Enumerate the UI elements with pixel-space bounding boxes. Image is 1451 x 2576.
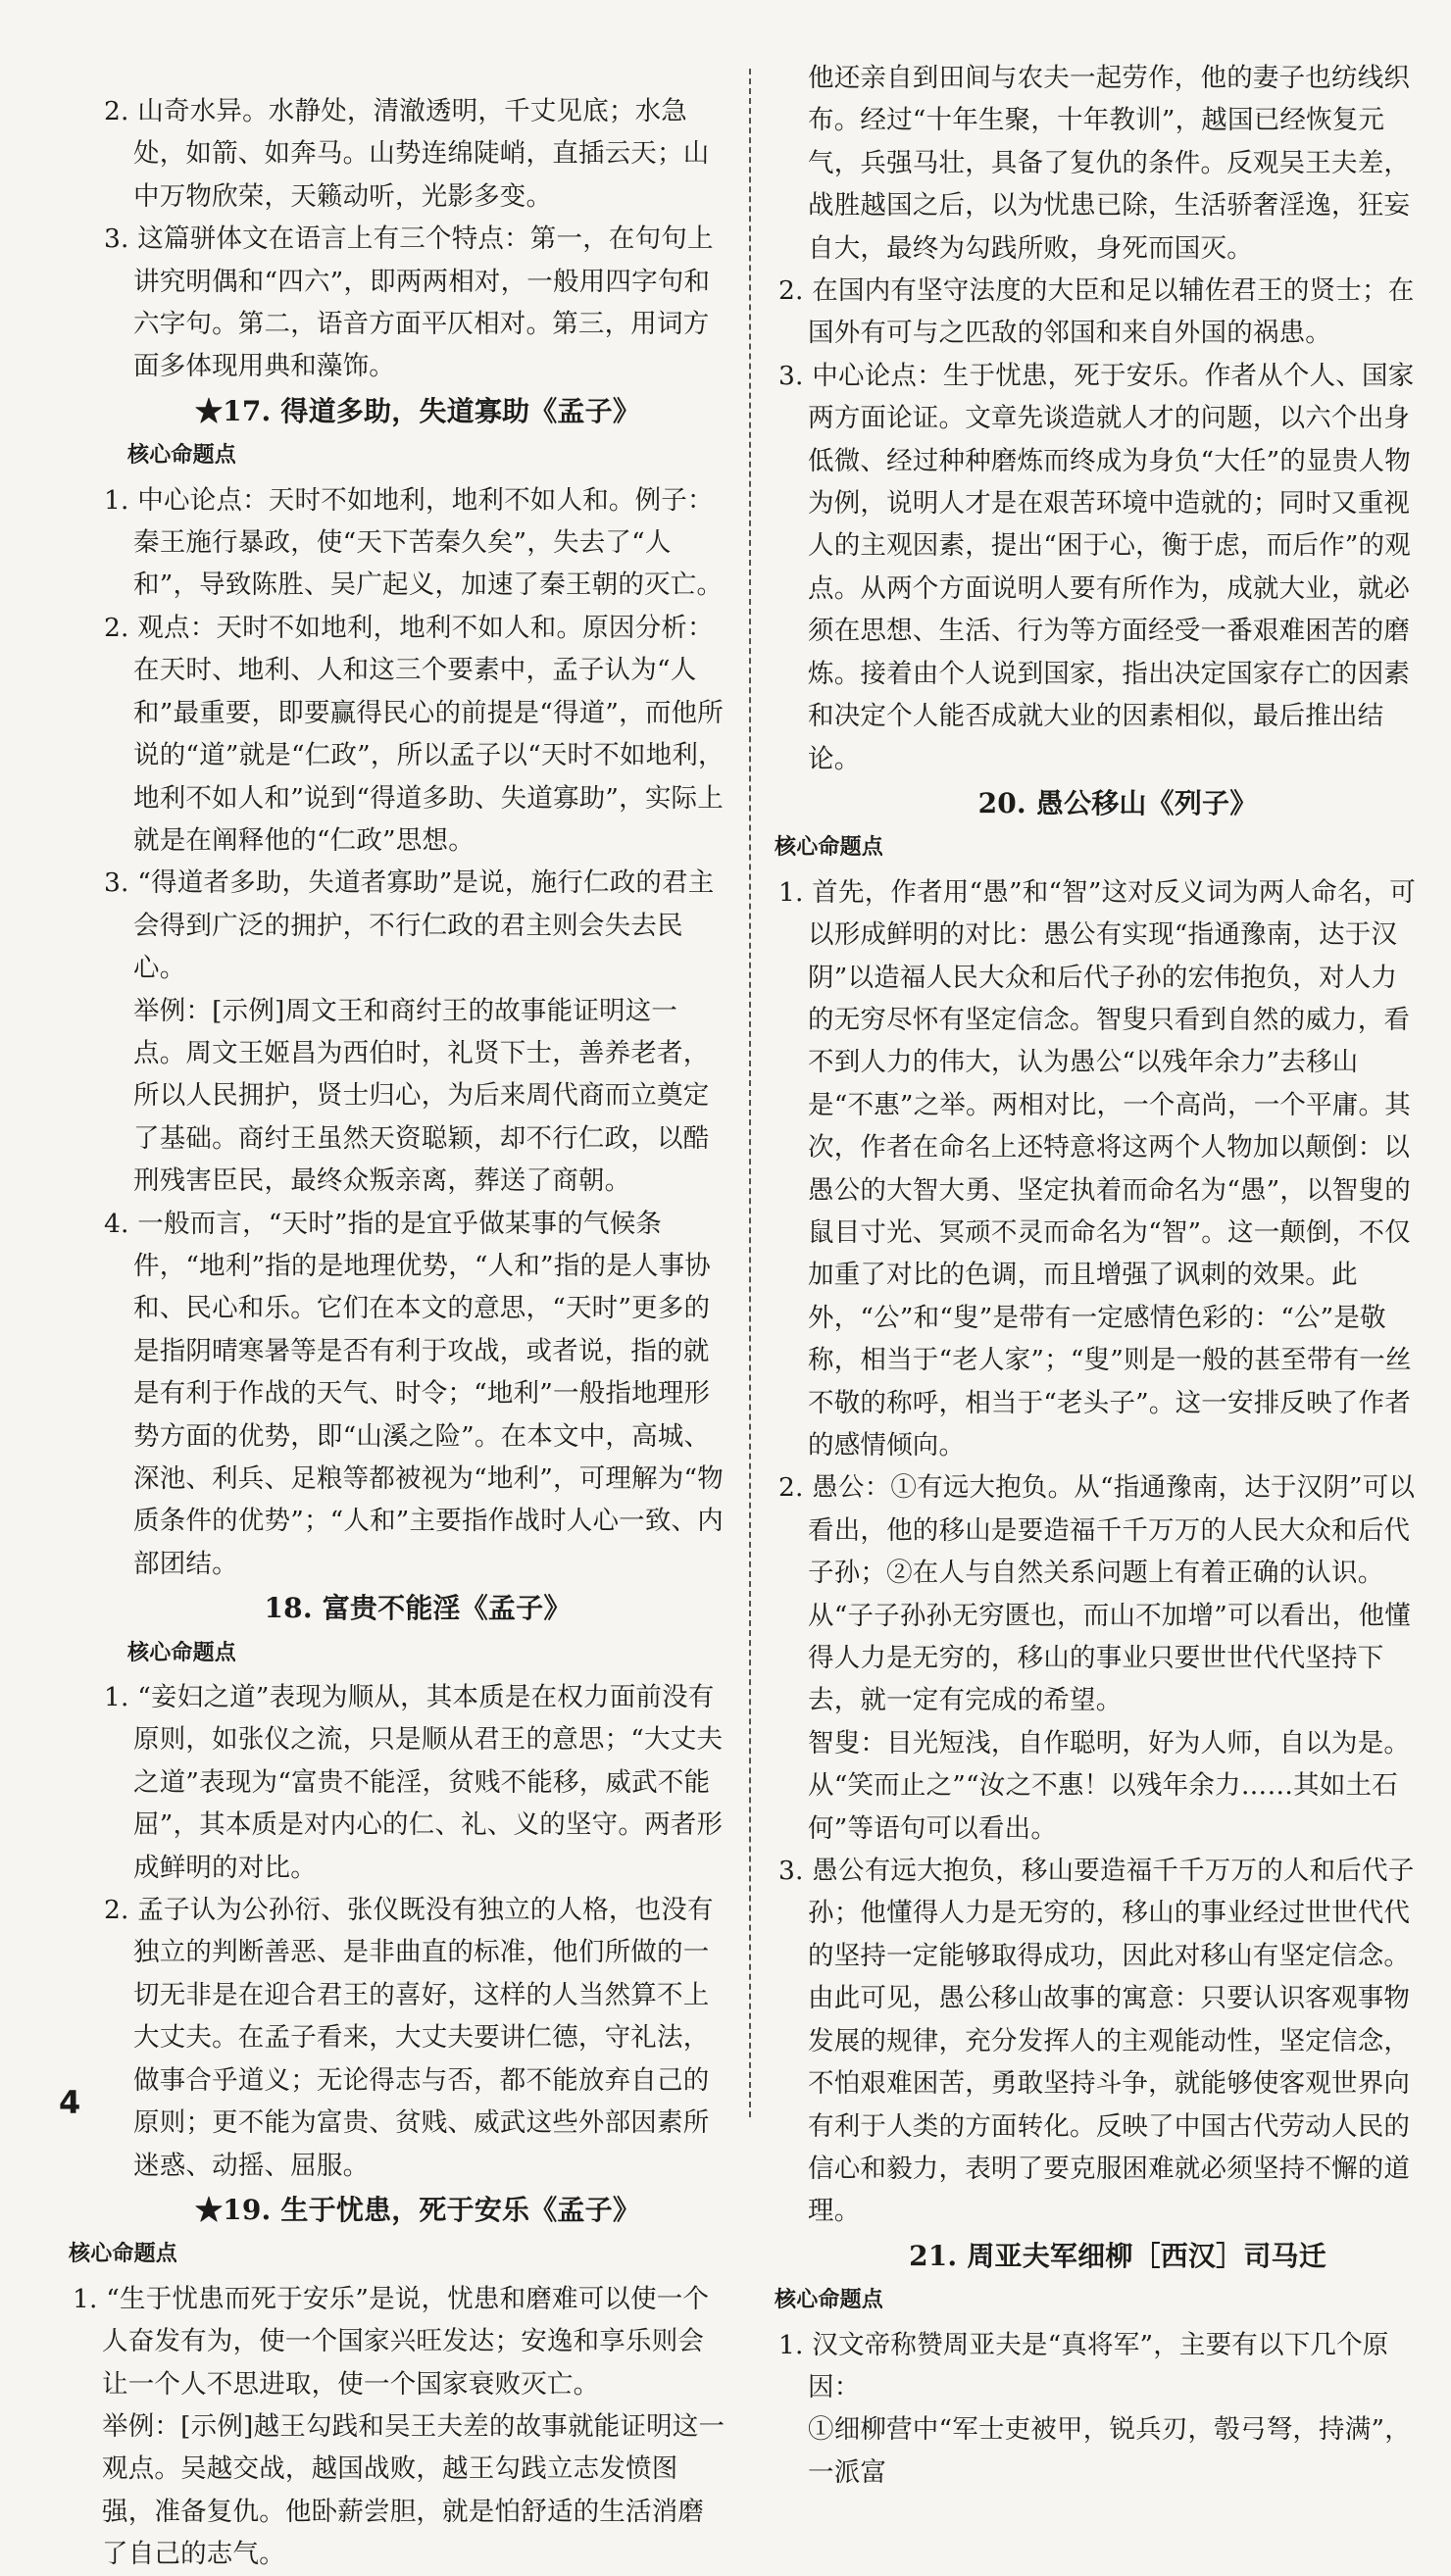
list-item: 1. “妾妇之道”表现为顺从，其本质是在权力面前没有原则，如张仪之流，只是顺从君王的意思；“大丈夫之道”表现为“富贵不能淫，贫贱不能移，威武不能屈”，其本质是对内心的仁、礼、义的坚守。两者形成鲜明的对比。: [104, 1682, 724, 1883]
right-column: [775, 57, 1422, 2494]
example-paragraph: 举例：[示例]越王勾践和吴王夫差的故事就能证明这一观点。吴越交战，越国战败，越王勾践立志发愤图强，准备复仇。他卧薪尝胆，就是怕舒适的生活消磨了自己的志气。: [102, 2410, 726, 2570]
list-item: 3. 中心论点：生于忧患，死于安乐。作者从个人、国家两方面论证。文章先谈造就人才的问题，以六个出身低微、经过种种磨炼而终成为身负“大任”的显贵人物为例，说明人才是在艰苦环境中造就的；同时又重视人的主观因素，提出“困于心，衡于虑，而后作”的观点。从两个方面说明人要有所作为，成就大业，就必须在思想、生活、行为等方面经受一番艰难困苦的磨炼。接着由个人说到国家，指出决定国家存亡的因素和决定个人能否成就大业的因素相似，最后推出结论。: [778, 360, 1415, 774]
list-item: 1. 首先，作者用“愚”和“智”这对反义词为两人命名，可以形成鲜明的对比：愚公有实现“指通豫南，达于汉阴”以造福人民大众和后代子孙的宏伟抱负，对人力的无穷尽怀有坚定信念。智叟只看到自然的威力，看不到人力的伟大，认为愚公“以残年余力”去移山是“不惠”之举。两相对比，一个高尚，一个平庸。其次，作者在命名上还特意将这两个人物加以颠倒：以愚公的大智大勇、坚定执着而命名为“愚”，以智叟的鼠目寸光、冥顽不灵而命名为“智”。这一颠倒，不仅加重了对比的色调，而且增强了讽刺的效果。此外，“公”和“叟”是带有一定感情色彩的：“公”是敬称，相当于“老人家”；“叟”则是一般的甚至带有一丝不敬的称呼，相当于“老头子”。这一安排反映了作者的感情倾向。: [778, 876, 1416, 1461]
section-subhead: 核心命题点: [127, 1640, 237, 1665]
left-column: [69, 90, 727, 2576]
list-item: 1. 中心论点：天时不如地利，地利不如人和。例子：秦王施行暴政，使“天下苦秦久矣”，失去了“人和”，导致陈胜、吴广起义，加速了秦王朝的灭亡。: [104, 484, 724, 601]
section-subhead: 核心命题点: [127, 443, 237, 469]
example-paragraph: 举例：[示例]周文王和商纣王的故事能证明这一点。周文王姬昌为西伯时，礼贤下士，善养老者，所以人民拥护，贤士归心，为后来周代商而立奠定了基础。商纣王虽然天资聪颖，却不行仁政，以酷刑残害臣民，最终众叛亲离，葬送了商朝。: [133, 995, 710, 1197]
list-item: 2. 愚公：①有远大抱负。从“指通豫南，达于汉阴”可以看出，他的移山是要造福千千万万的人民大众和后代子孙；②在人与自然关系问题上有着正确的认识。从“子子孙孙无穷匮也，而山不加增”可以看出，他懂得人力是无穷的，移山的事业只要世世代代坚持下去，就一定有完成的希望。: [778, 1472, 1416, 1716]
list-item: 2. 在国内有坚守法度的大臣和足以辅佐君王的贤士；在国外有可与之匹敌的邻国和来自外国的祸患。: [778, 275, 1415, 349]
section-title-21: 21. 周亚夫军细柳［西汉］司马迁: [909, 2239, 1326, 2272]
section-title-20: 20. 愚公移山《列子》: [977, 786, 1258, 819]
section-subhead: 核心命题点: [775, 835, 884, 861]
list-item: 2. 孟子认为公孙衍、张仪既没有独立的人格，也没有独立的判断善恶、是非曲直的标准，他们所做的一切无非是在迎合君王的喜好，这样的人当然算不上大丈夫。在孟子看来，大丈夫要讲仁德，守礼法，做事合乎道义；无论得志与否，都不能放弃自己的原则；更不能为富贵、贫贱、威武这些外部因素所迷惑、动摇、屈服。: [104, 1895, 714, 2181]
section-subhead: 核心命题点: [69, 2242, 178, 2267]
column-divider: [749, 69, 751, 2117]
character-paragraph: 智叟：目光短浅，自作聪明，好为人师，自以为是。从“笑而止之”“汝之不惠！以残年余力……其如土石何”等语句可以看出。: [808, 1727, 1411, 1844]
list-item: 3. 愚公有远大抱负，移山要造福千千万万的人和后代子孙；他懂得人力是无穷的，移山的事业经过世世代代的坚持一定能够取得成功，因此对移山有坚定信念。由此可见，愚公移山故事的寓意：只要认识客观事物发展的规律，充分发挥人的主观能动性，坚定信念，不怕艰难困苦，勇敢坚持斗争，就能够使客观世界向有利于人类的方面转化。反映了中国古代劳动人民的信心和毅力，表明了要克服困难就必须坚持不懈的道理。: [778, 1856, 1415, 2227]
section-title-18: 18. 富贵不能淫《孟子》: [264, 1592, 572, 1625]
page-number: 4: [59, 2084, 81, 2121]
list-item: 3. 这篇骈体文在语言上有三个特点：第一，在句句上讲究明偶和“四六”，即两两相对，一般用四字句和六字句。第二，语音方面平仄相对。第三，用词方面多体现用典和藻饰。: [104, 223, 714, 382]
section-subhead: 核心命题点: [775, 2288, 884, 2313]
list-item: 2. 山奇水异。水静处，清澈透明，千丈见底；水急处，如箭、如奔马。山势连绵陡峭，直插云天；山中万物欣荣，天籁动听，光影多变。: [104, 96, 710, 212]
section-title-17: ★17. 得道多助，失道寡助《孟子》: [194, 394, 641, 427]
list-item: 4. 一般而言，“天时”指的是宜乎做某事的气候条件，“地利”指的是地理优势，“人和”指的是人事协和、民心和乐。它们在本文的意思，“天时”更多的是指阴晴寒暑等是否有利于攻战，或者说，指的就是有利于作战的天气、时令；“地利”一般指地理形势方面的优势，即“山溪之险”。在本文中，高城、深池、利兵、足粮等都被视为“地利”，可理解为“物质条件的优势”；“人和”主要指作战时人心一致、内部团结。: [104, 1208, 724, 1579]
list-item: 1. 汉文帝称赞周亚夫是“真将军”，主要有以下几个原因：: [778, 2329, 1389, 2403]
list-item: 2. 观点：天时不如地利，地利不如人和。原因分析：在天时、地利、人和这三个要素中，孟子认为“人和”最重要，即要赢得民心的前提是“得道”，而他所说的“道”就是“仁政”，所以孟子以“天时不如地利，地利不如人和”说到“得道多助、失道寡助”，实际上就是在阐释他的“仁政”思想。: [104, 612, 725, 856]
section-title-19: ★19. 生于忧患，死于安乐《孟子》: [194, 2193, 641, 2226]
point-paragraph: ①细柳营中“军士吏被甲，锐兵刃，彀弓弩，持满”，一派富: [808, 2414, 1411, 2488]
list-item: 3. “得道者多助，失道者寡助”是说，施行仁政的君主会得到广泛的拥护，不行仁政的君主则会失去民心。: [104, 867, 715, 984]
list-item: 1. “生于忧患而死于安乐”是说，忧患和磨难可以使一个人奋发有为，使一个国家兴旺发达；安逸和享乐则会让一个人不思进取，使一个国家衰败灭亡。: [73, 2283, 710, 2400]
continued-paragraph: 他还亲自到田间与农夫一起劳作，他的妻子也纺线织布。经过“十年生聚，十年教训”，越国已经恢复元气，兵强马壮，具备了复仇的条件。反观吴王夫差，战胜越国之后，以为忧患已除，生活骄奢淫逸，狂妄自大，最终为勾践所败，身死而国灭。: [808, 63, 1411, 264]
